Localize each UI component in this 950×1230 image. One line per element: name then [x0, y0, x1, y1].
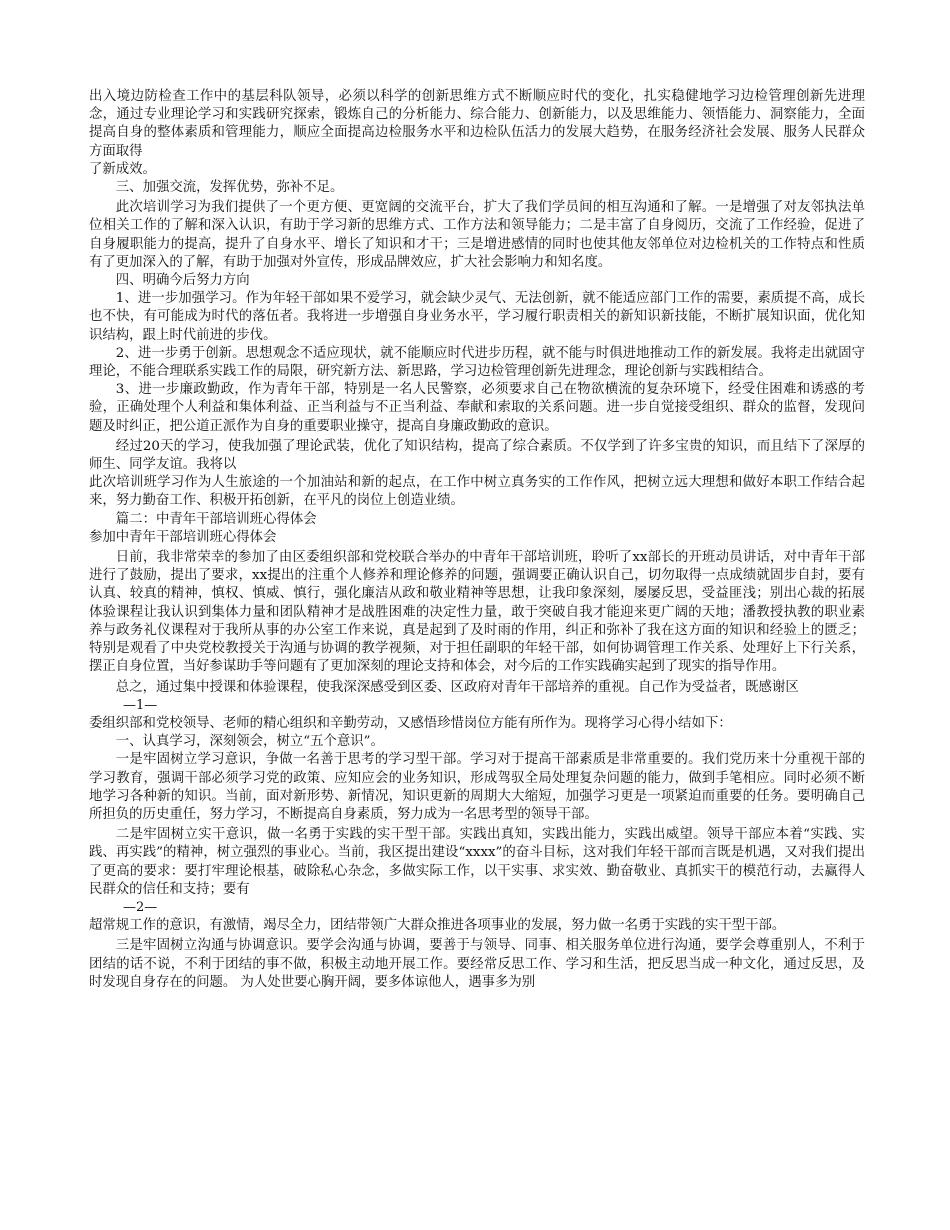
page-number: —1—: [123, 697, 158, 713]
paragraph: 二是牢固树立实干意识，做一名勇于实践的实干型干部。实践出真知，实践出能力，实践出威望。领导干部应本着“实践、实践、再实践”的精神，树立强烈的事业心。当前，我区提出建设“xxxx”的奋斗目标，这对我们年轻干部而言既是机遇，又对我们提出了更高的要求：要打牢理论根基，破除私心杂念，多做实际工作，以干实事、求实效、勤奋敬业、真抓实干的模范行动，去赢得人民群众的信任和支持；要有: [89, 827, 865, 897]
section-heading: 篇二：中青年干部培训班心得体会: [115, 511, 317, 527]
article-title: 参加中青年干部培训班心得体会: [89, 529, 277, 545]
paragraph: 经过20天的学习，使我加强了理论武装，优化了知识结构，提高了综合素质。不仅学到了许多宝贵的知识，而且结下了深厚的师生、同学友谊。我将以: [89, 438, 865, 473]
paragraph: 日前，我非常荣幸的参加了由区委组织部和党校联合举办的中青年干部培训班，聆听了xx部长的开班动员讲话，对中青年干部进行了鼓励，提出了要求，xx提出的注重个人修养和理论修养的问题，强调要正确认识自己，切勿取得一点成绩就固步自封，要有认真、较真的精神，慎权、慎威、慎行，强化廉洁从政和敬业精神等思想，让我印象深刻，屡屡反思，受益匪浅；别出心裁的拓展体验课程让我认识到集体力量和团队精神才是战胜困难的决定性力量，敢于突破自我才能迎来更广阔的天地；潘教授执教的职业素养与政务礼仪课程对于我所从事的办公室工作来说，真是起到了及时雨的作用，纠正和弥补了我在这方面的知识和经验上的匮乏；特别是观看了中央党校教授关于沟通与协调的教学视频，对于担任副职的年轻干部，如何协调管理工作关系、处理好上下行关系，摆正自身位置，当好参谋助手等问题有了更加深刻的理论支持和体会，对今后的工作实践确实起到了现实的指导作用。: [89, 550, 865, 675]
paragraph: 此次培训班学习作为人生旅途的一个加油站和新的起点，在工作中树立真务实的工作作风，把树立远大理想和做好本职工作结合起来，努力勤奋工作、积极开拓创新，在平凡的岗位上创造业绩。: [89, 475, 865, 509]
paragraph: 三是牢固树立沟通与协调意识。要学会沟通与协调，要善于与领导、同事、相关服务单位进行沟通，要学会尊重别人，不利于团结的话不说，不利于团结的事不做，积极主动地开展工作。要经常反思工作、学习和生活，把反思当成一种文化，通过反思，及时发现自身存在的问题。 为人处世要心胸开阔，要多体谅他人，遇事多为别: [89, 938, 865, 990]
section-heading: 三、加强交流，发挥优势，弥补不足。: [115, 180, 344, 196]
page-number: —2—: [123, 899, 158, 915]
paragraph: 了新成效。: [89, 161, 156, 177]
paragraph: 一是牢固树立学习意识，争做一名善于思考的学习型干部。学习对于提高干部素质是非常重要的。我们党历来十分重视干部的学习教育，强调干部必须学习党的政策、应知应会的业务知识，形成驾驭全局处理复杂问题的能力，做到手笔相应。同时必须不断地学习各种新的知识。当前，面对新形势、新情况，知识更新的周期大大缩短，加强学习更是一项紧迫而重要的任务。要明确自己所担负的历史重任，努力学习，不断提高自身素质，努力成为一名思考型的领导干部。: [89, 752, 865, 822]
paragraph: 总之，通过集中授课和体验课程，使我深深感受到区委、区政府对青年干部培养的重视。自己作为受益者，既感谢区: [115, 679, 799, 695]
section-heading: 一、认真学习，深刻领会，树立“五个意识”。: [115, 734, 384, 750]
paragraph: 3、进一步廉政勤政，作为青年干部，特别是一名人民警察，必须要求自己在物欲横流的复杂环境下，经受住困难和诱惑的考验，正确处理个人利益和集体利益、正当利益与不正当利益、奉献和索取的关系问题。进一步自觉接受组织、群众的监督，发现问题及时纠正，把公道正派作为自身的重要职业操守，提高自身廉政勤政的意识。: [89, 382, 865, 434]
paragraph: 超常规工作的意识，有激情，竭尽全力，团结带领广大群众推进各项事业的发展，努力做一名勇于实践的实干型干部。: [89, 918, 786, 934]
paragraph: 出入境边防检查工作中的基层科队领导，必须以科学的创新思维方式不断顺应时代的变化，扎实稳健地学习边检管理创新先进理念，通过专业理论学习和实践研究探索，锻炼自己的分析能力、综合能力、创新能力，以及思维能力、领悟能力、洞察能力，全面提高自身的整体素质和管理能力，顺应全面提高边检服务水平和边检队伍活力的发展大趋势，在服务经济社会发展、服务人民群众方面取得: [89, 89, 865, 159]
document-page: [89, 88, 865, 992]
paragraph: 委组织部和党校领导、老师的精心组织和辛勤劳动，又感悟珍惜岗位方能有所作为。现将学习心得小结如下：: [89, 715, 732, 731]
paragraph: 此次培训学习为我们提供了一个更方便、更宽阔的交流平台，扩大了我们学员间的相互沟通和了解。一是增强了对友邻执法单位相关工作的了解和深入认识，有助于学习新的思维方式、工作方法和领导能力；二是丰富了自身阅历，交流了工作经验，促进了自身履职能力的提高，提升了自身水平、增长了知识和才干；三是增进感情的同时也使其他友邻单位对边检机关的工作特点和性质有了更加深入的了解，有助于加强对外宣传，形成品牌效应，扩大社会影响力和知名度。: [89, 200, 865, 270]
section-heading: 四、明确今后努力方向: [115, 273, 250, 289]
paragraph: 1、进一步加强学习。作为年轻干部如果不爱学习，就会缺少灵气、无法创新，就不能适应部门工作的需要，素质提不高，成长也不快，有可能成为时代的落伍者。我将进一步增强自身业务水平，学习履行职责相关的新知识新技能，不断扩展知识面，优化知识结构，跟上时代前进的步伐。: [89, 291, 865, 343]
paragraph: 2、进一步勇于创新。思想观念不适应现状，就不能顺应时代进步历程，就不能与时俱进地推动工作的新发展。我将走出就固守理论，不能合理联系实践工作的局限，研究新方法、新思路，学习边检管理创新先进理念，理论创新与实践相结合。: [89, 345, 865, 380]
